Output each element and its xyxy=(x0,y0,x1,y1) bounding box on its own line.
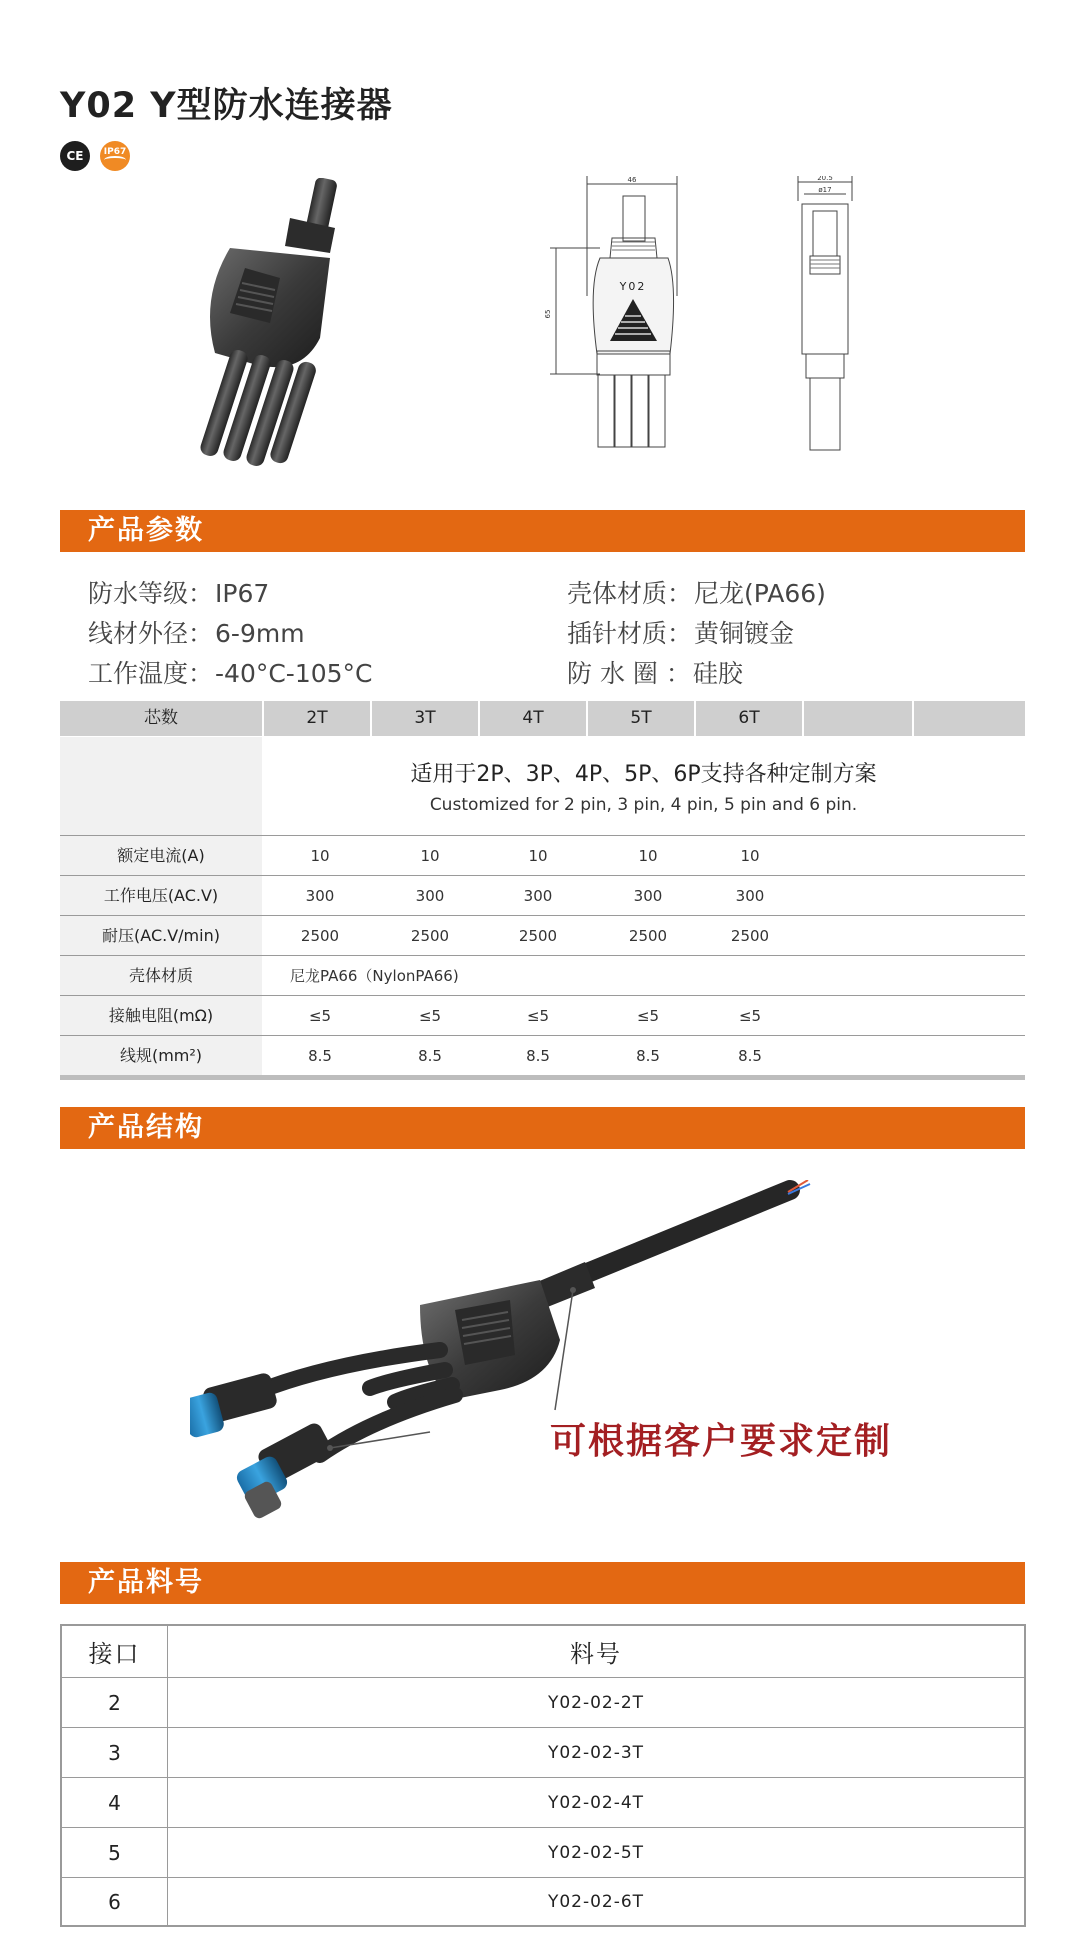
section-header-structure xyxy=(60,1107,1025,1149)
dimension-drawing-front xyxy=(540,176,700,456)
dim-height-label: 65 xyxy=(544,309,552,319)
spec-seal-material: 防 水 圈 ：硅胶 xyxy=(567,659,743,688)
spec-pin-material: 插针材质：黄铜镀金 xyxy=(567,619,795,648)
table-row: 接触电阻(mΩ) ≤5 ≤5 ≤5 ≤5 ≤5 xyxy=(60,995,1025,1035)
table-row: 3 Y02-02-3T xyxy=(62,1727,1024,1777)
table-row: 耐压(AC.V/min) 2500 2500 2500 2500 2500 xyxy=(60,915,1025,955)
dim-width-label: 46 xyxy=(627,176,637,184)
header-col: 4T xyxy=(480,701,586,736)
customization-callout: 可根据客户要求定制 xyxy=(550,1421,893,1462)
table-row: 额定电流(A) 10 10 10 10 10 xyxy=(60,835,1025,875)
certification-badges xyxy=(60,141,130,171)
product-photo xyxy=(160,178,360,468)
structure-photo xyxy=(190,1180,830,1520)
header-col: 3T xyxy=(372,701,478,736)
table-row: 工作电压(AC.V) 300 300 300 300 300 xyxy=(60,875,1025,915)
section-title: 产品料号 xyxy=(88,1567,204,1598)
section-title: 产品参数 xyxy=(88,515,204,546)
parameter-table-header xyxy=(60,701,1025,736)
table-row: 6 Y02-02-6T xyxy=(62,1877,1024,1925)
table-row: 线规(mm²) 8.5 8.5 8.5 8.5 8.5 xyxy=(60,1035,1025,1075)
customization-note-zh: 适用于2P、3P、4P、5P、6P支持各种定制方案 xyxy=(410,762,877,787)
spec-housing-material: 壳体材质：尼龙(PA66) xyxy=(567,579,826,608)
table-row: 4 Y02-02-4T xyxy=(62,1777,1024,1827)
header-col xyxy=(804,701,912,736)
dimension-drawing-side xyxy=(790,176,860,456)
header-col: 5T xyxy=(588,701,694,736)
table-header-row xyxy=(62,1626,1024,1677)
header-col xyxy=(914,701,1025,736)
dim-side-outer-label: 20.5 xyxy=(817,176,833,182)
part-number-table xyxy=(60,1624,1026,1927)
customization-note xyxy=(60,737,1025,835)
spec-cable-od: 线材外径：6-9mm xyxy=(88,619,305,648)
header-part-number: 料号 xyxy=(570,1640,622,1668)
product-title: Y02 Y型防水连接器 xyxy=(60,86,393,126)
ce-badge: CE xyxy=(60,141,90,171)
spec-temperature: 工作温度：-40°C-105°C xyxy=(88,659,373,688)
header-col: 6T xyxy=(696,701,802,736)
table-row: 壳体材质 尼龙PA66（NylonPA66) xyxy=(60,955,1025,995)
material-value: 尼龙PA66（NylonPA66) xyxy=(290,967,459,985)
header-interface: 接口 xyxy=(62,1626,168,1677)
table-row: 2 Y02-02-2T xyxy=(62,1677,1024,1727)
ip67-badge: IP67 xyxy=(100,141,130,171)
customization-note-en: Customized for 2 pin, 3 pin, 4 pin, 5 pin and 6 pin. xyxy=(429,795,858,815)
section-header-partnumbers xyxy=(60,1562,1025,1604)
header-col: 2T xyxy=(264,701,370,736)
table-bottom-rule xyxy=(60,1075,1025,1080)
section-title: 产品结构 xyxy=(88,1112,204,1143)
spec-waterproof: 防水等级：IP67 xyxy=(88,579,270,608)
header-core-count: 芯数 xyxy=(60,701,262,736)
table-row: 5 Y02-02-5T xyxy=(62,1827,1024,1877)
section-header-params xyxy=(60,510,1025,552)
model-label: Y02 xyxy=(619,280,647,293)
dim-side-inner-label: ø17 xyxy=(818,186,832,194)
